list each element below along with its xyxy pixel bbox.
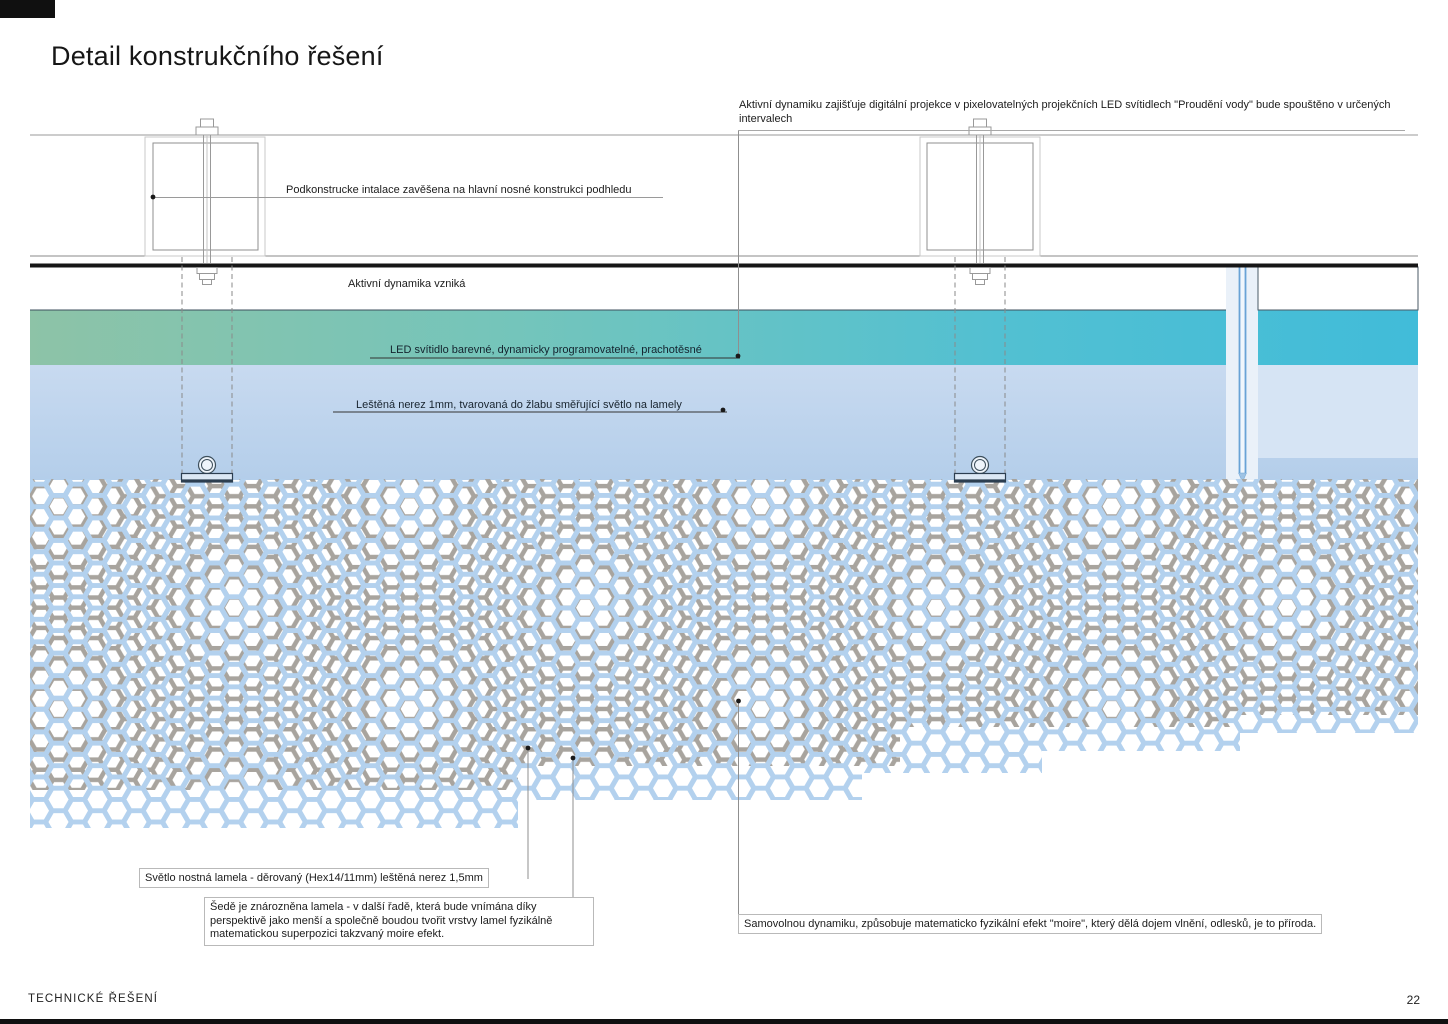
footer-bar <box>0 1019 1448 1024</box>
corner-mark <box>0 0 55 18</box>
ceiling-recess-box <box>1258 267 1418 310</box>
suspension-rod-right <box>1226 267 1258 482</box>
annotation-active-dynamics: Aktivní dynamika vzniká <box>348 278 466 290</box>
annotation-steel-trough: Leštěná nerez 1mm, tvarovaná do žlabu směřující světlo na lamely <box>356 399 682 411</box>
footer-page-number: 22 <box>1406 993 1420 1007</box>
hex-lamella-blue-layer <box>30 479 1418 839</box>
footer-section-label: TECHNICKÉ ŘEŠENÍ <box>28 993 159 1005</box>
annotation-led-luminaire: LED svítidlo barevné, dynamicky programovatelné, prachotěsné <box>390 344 702 356</box>
annotation-substructure: Podkonstrucke intalace zavěšena na hlavní nosné konstrukci podhledu <box>286 184 632 196</box>
ceiling-structure-lines <box>30 135 1418 266</box>
page-title: Detail konstrukčního řešení <box>51 41 384 71</box>
annotation-gray-lamella: Šedě je znározněna lamela - v další řadě, která bude vnímána díky perspektivě jako menší a společně boudou tvořit vrstvy lamel fyzikálně matematickou superpozici takzvaný moire efekt. <box>204 897 594 946</box>
led-light-band <box>30 310 1418 480</box>
annotation-lamella: Světlo nostná lamela - děrovaný (Hex14/11mm) leštěná nerez 1,5mm <box>139 868 489 888</box>
annotation-moire-effect: Samovolnou dynamiku, způsobuje matematicko fyzikální efekt "moire", který dělá dojem vlnění, odlesků, je to příroda. <box>738 914 1322 934</box>
annotation-active-dynamics-projection: Aktivní dynamiku zajišťuje digitální projekce v pixelovatelných projekčních LED svítidlech "Proudění vody" bude spouštěno v určených intervalech <box>739 99 1391 125</box>
